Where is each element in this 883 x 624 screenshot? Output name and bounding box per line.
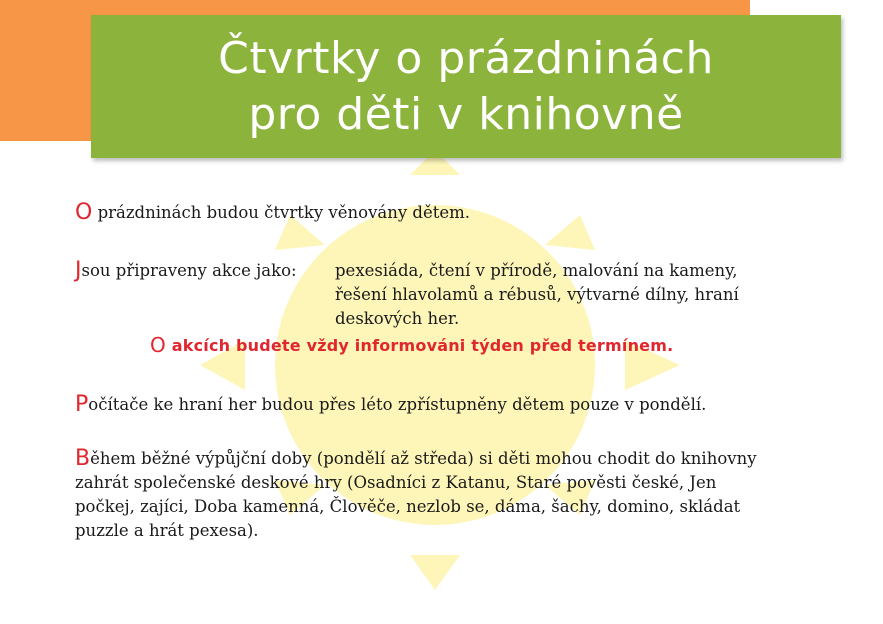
paragraph-holidays <box>75 201 470 225</box>
drop-cap: P <box>75 392 89 417</box>
notice-text <box>150 333 673 357</box>
paragraph-text: prázdninách budou čtvrtky věnovány dětem. <box>97 203 471 222</box>
notice-body: akcích budete vždy informováni týden před termínem. <box>171 336 674 355</box>
drop-cap: O <box>150 333 166 357</box>
events-line-1: pexesiáda, čtení v přírodě, malování na kameny, <box>335 261 738 280</box>
events-line-2: řešení hlavolamů a rébusů, výtvarné dílny, hraní <box>335 285 739 304</box>
board-games-line-4: puzzle a hrát pexesa). <box>75 521 259 540</box>
title-banner <box>91 15 841 158</box>
paragraph-text: očítače ke hraní her budou přes léto zpřístupněny dětem pouze v pondělí. <box>88 395 707 414</box>
board-games-line-2: zahrát společenské deskové hry (Osadníci z Katanu, Staré pověsti české, Jen <box>75 473 717 492</box>
board-games-line-1: ěhem běžné výpůjční doby (pondělí až středa) si děti mohou chodit do knihovny <box>90 449 757 468</box>
board-games-line-3: počkej, zajíci, Doba kamenná, Člověče, nezlob se, dáma, šachy, domino, skládat <box>75 497 741 516</box>
title-line-2: pro děti v knihovně <box>248 88 684 140</box>
drop-cap: O <box>75 200 93 225</box>
title-line-1: Čtvrtky o prázdninách <box>218 32 714 84</box>
paragraph-board-games <box>75 447 757 543</box>
paragraph-events-label <box>75 259 297 283</box>
paragraph-computers <box>75 393 706 417</box>
drop-cap: J <box>75 258 82 283</box>
events-list <box>335 259 739 331</box>
events-line-3: deskových her. <box>335 309 460 328</box>
drop-cap: B <box>75 446 91 471</box>
events-label: sou připraveny akce jako: <box>81 261 297 280</box>
